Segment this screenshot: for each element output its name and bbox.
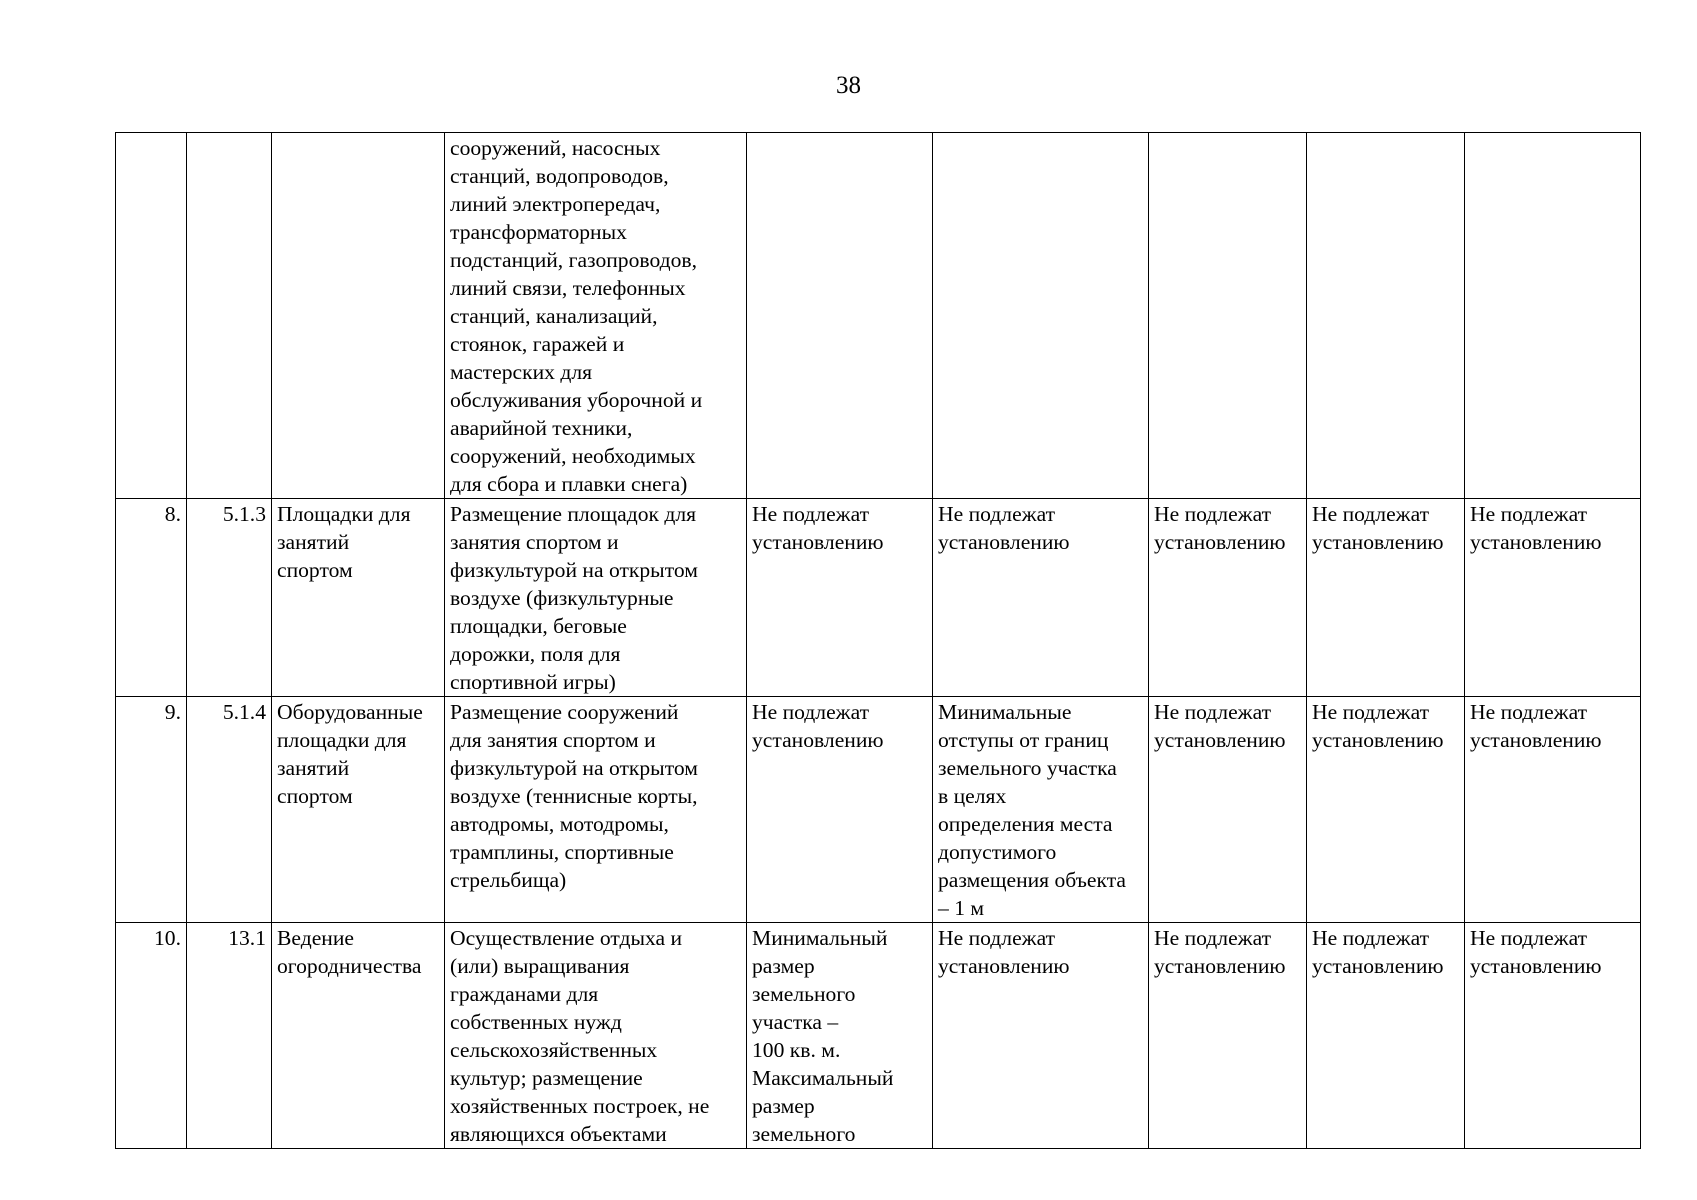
use-name-cell: Ведение огородничества [272, 923, 445, 1149]
parameter-cell: Не подлежат установлению [1465, 499, 1641, 697]
parameter-cell: Не подлежат установлению [1307, 499, 1465, 697]
parameter-cell: Не подлежат установлению [933, 923, 1149, 1149]
use-code-cell: 13.1 [187, 923, 272, 1149]
row-number-cell: 8. [116, 499, 187, 697]
use-name-cell: Площадки для занятий спортом [272, 499, 445, 697]
parameter-cell: Не подлежат установлению [747, 697, 933, 923]
use-code-cell: 5.1.3 [187, 499, 272, 697]
table-row [116, 923, 1641, 1149]
parameter-cell: Не подлежат установлению [1149, 499, 1307, 697]
parameter-cell [933, 133, 1149, 499]
parameter-cell: Не подлежат установлению [1465, 697, 1641, 923]
row-number-cell: 10. [116, 923, 187, 1149]
table-row [116, 499, 1641, 697]
parameter-cell: Минимальный размер земельного участка – 100 кв. м. Максимальный размер земельного [747, 923, 933, 1149]
use-code-cell: 5.1.4 [187, 697, 272, 923]
parameter-cell [1149, 133, 1307, 499]
row-number-cell: 9. [116, 697, 187, 923]
table-row [116, 133, 1641, 499]
use-name-cell [272, 133, 445, 499]
parameter-cell: Не подлежат установлению [1307, 923, 1465, 1149]
parameter-cell [1307, 133, 1465, 499]
land-use-regulations-table [115, 132, 1641, 1149]
parameter-cell: Не подлежат установлению [1307, 697, 1465, 923]
use-description-cell: сооружений, насосных станций, водопроводов, линий электропередач, трансформаторных подстанций, газопроводов, линий связи, телефонных станций, канализаций, стоянок, гаражей и мастерских для обслуживания уборочной и аварийной техники, сооружений, необходимых для сбора и плавки снега) [445, 133, 747, 499]
page-number: 38 [836, 72, 861, 99]
parameter-cell: Не подлежат установлению [1465, 923, 1641, 1149]
parameter-cell: Не подлежат установлению [747, 499, 933, 697]
use-code-cell [187, 133, 272, 499]
parameter-cell: Не подлежат установлению [1149, 697, 1307, 923]
table-row [116, 697, 1641, 923]
parameter-cell: Не подлежат установлению [1149, 923, 1307, 1149]
use-description-cell: Размещение площадок для занятия спортом и физкультурой на открытом воздухе (физкультурные площадки, беговые дорожки, поля для спортивной игры) [445, 499, 747, 697]
parameter-cell [1465, 133, 1641, 499]
use-description-cell: Осуществление отдыха и (или) выращивания гражданами для собственных нужд сельскохозяйственных культур; размещение хозяйственных построек, не являющихся объектами [445, 923, 747, 1149]
use-description-cell: Размещение сооружений для занятия спортом и физкультурой на открытом воздухе (теннисные корты, автодромы, мотодромы, трамплины, спортивные стрельбища) [445, 697, 747, 923]
parameter-cell [747, 133, 933, 499]
use-name-cell: Оборудованные площадки для занятий спортом [272, 697, 445, 923]
parameter-cell: Не подлежат установлению [933, 499, 1149, 697]
parameter-cell: Минимальные отступы от границ земельного участка в целях определения места допустимого размещения объекта – 1 м [933, 697, 1149, 923]
row-number-cell [116, 133, 187, 499]
